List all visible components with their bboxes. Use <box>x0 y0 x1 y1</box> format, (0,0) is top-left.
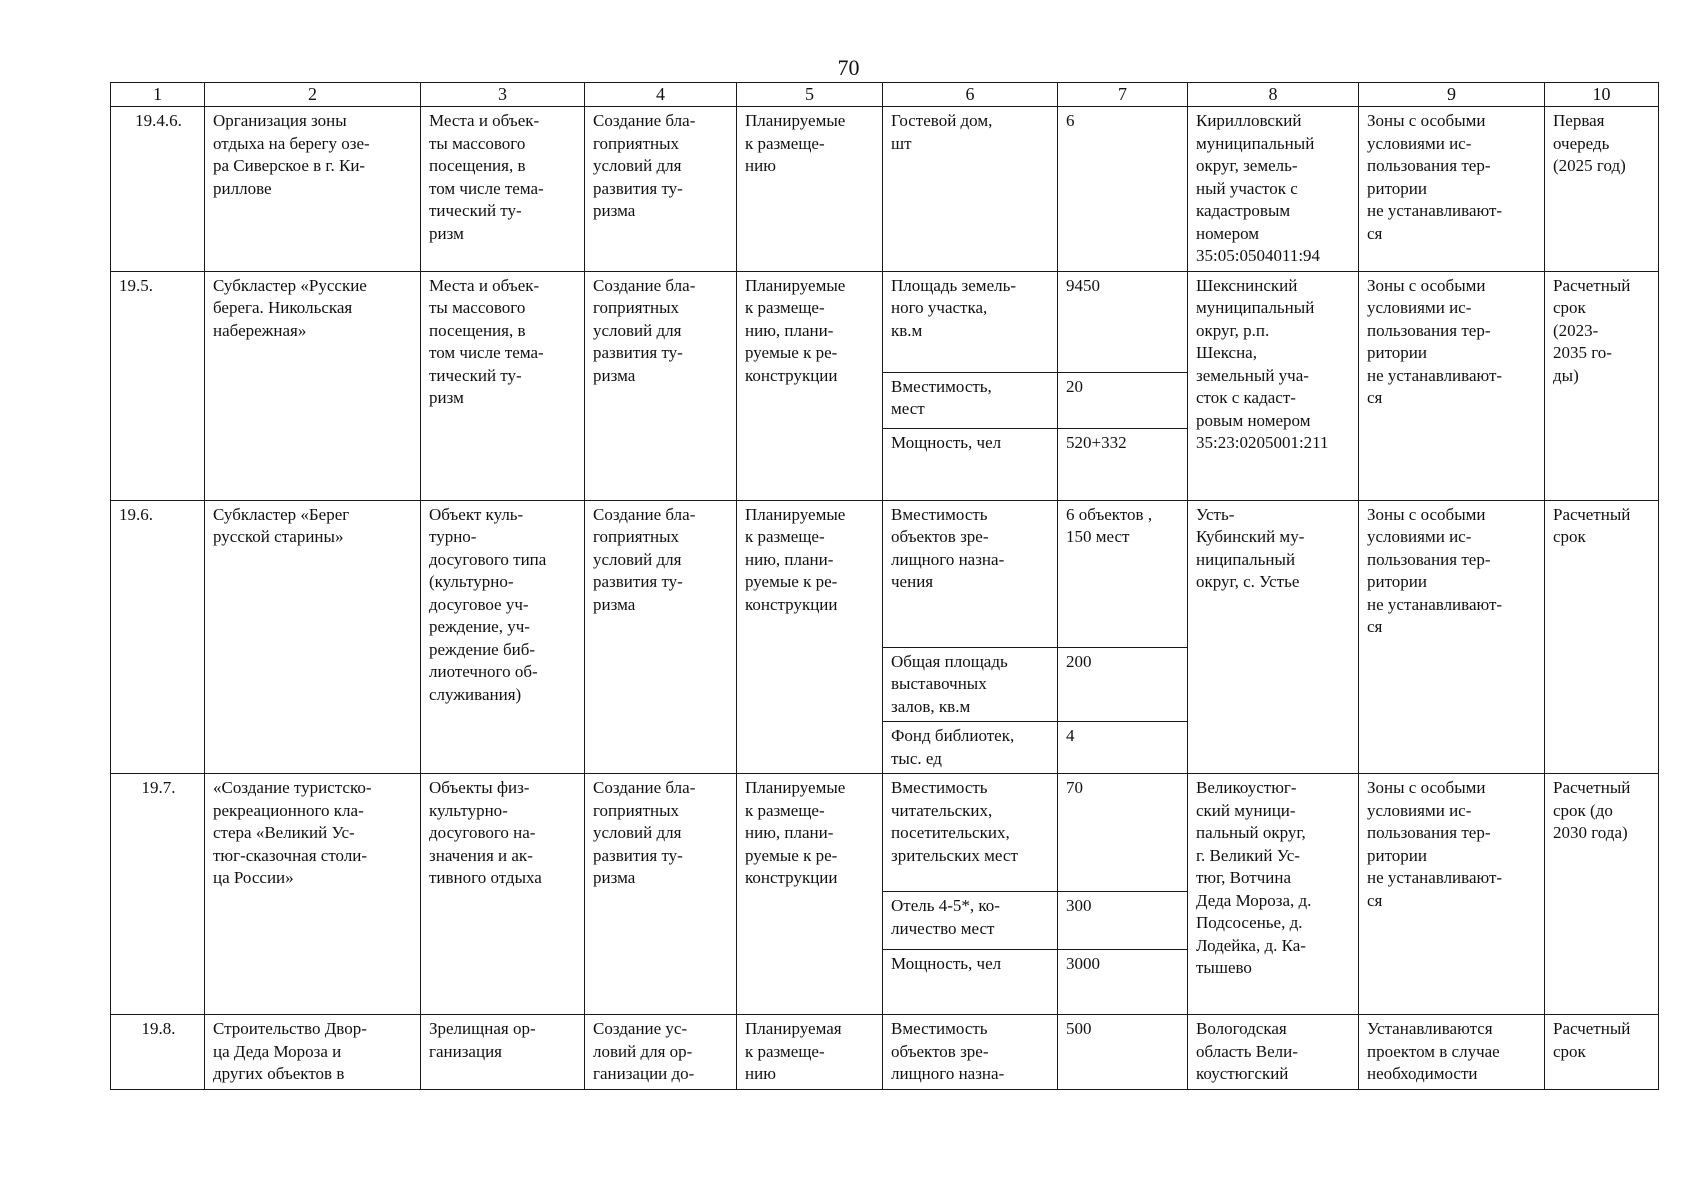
row-number: 19.7. <box>111 774 205 1015</box>
object-location: Усть- Кубинский му- ниципальный округ, с. Устье <box>1188 500 1359 774</box>
param-label: Фонд библиотек, тыс. ед <box>883 722 1058 774</box>
restriction-zones: Устанавливаются проектом в случае необходимости <box>1359 1015 1545 1090</box>
page-number: 70 <box>837 55 860 80</box>
param-label: Вместимость читательских, посетительских, зрительских мест <box>883 774 1058 892</box>
param-value: 20 <box>1058 372 1188 428</box>
column-number-row <box>111 83 1659 107</box>
object-status: Планируемые к размеще- нию, плани- руемые к ре- конструкции <box>737 500 883 774</box>
param-value: 200 <box>1058 647 1188 722</box>
param-label: Мощность, чел <box>883 428 1058 500</box>
column-number: 10 <box>1545 83 1659 107</box>
column-number: 7 <box>1058 83 1188 107</box>
object-location: Вологодская область Вели- коустюгский <box>1188 1015 1359 1090</box>
table-row <box>111 1015 1659 1090</box>
object-status: Планируемые к размеще- нию, плани- руемые к ре- конструкции <box>737 271 883 500</box>
param-value: 6 <box>1058 107 1188 272</box>
object-name: Организация зоны отдыха на берегу озе- ра Сиверское в г. Ки- риллове <box>205 107 421 272</box>
object-status: Планируемая к размеще- нию <box>737 1015 883 1090</box>
object-type: Зрелищная ор- ганизация <box>421 1015 585 1090</box>
object-status: Планируемые к размеще- нию <box>737 107 883 272</box>
param-label: Общая площадь выставочных залов, кв.м <box>883 647 1058 722</box>
object-purpose: Создание бла- гоприятных условий для развития ту- ризма <box>585 774 737 1015</box>
object-name: Субкластер «Берег русской старины» <box>205 500 421 774</box>
param-label: Вместимость объектов зре- лищного назна- чения <box>883 500 1058 647</box>
restriction-zones: Зоны с особыми условиями ис- пользования тер- ритории не устанавливают- ся <box>1359 107 1545 272</box>
row-number: 19.4.6. <box>111 107 205 272</box>
object-type: Места и объек- ты массового посещения, в том числе тема- тический ту- ризм <box>421 271 585 500</box>
param-value: 4 <box>1058 722 1188 774</box>
column-number: 4 <box>585 83 737 107</box>
implementation-term: Расчетный срок (2023- 2035 го- ды) <box>1545 271 1659 500</box>
object-type: Места и объек- ты массового посещения, в том числе тема- тический ту- ризм <box>421 107 585 272</box>
object-status: Планируемые к размеще- нию, плани- руемые к ре- конструкции <box>737 774 883 1015</box>
param-value: 300 <box>1058 892 1188 950</box>
param-value: 500 <box>1058 1015 1188 1090</box>
param-label: Вместимость, мест <box>883 372 1058 428</box>
objects-table <box>110 82 1659 1090</box>
column-number: 5 <box>737 83 883 107</box>
object-purpose: Создание бла- гоприятных условий для развития ту- ризма <box>585 271 737 500</box>
row-number: 19.8. <box>111 1015 205 1090</box>
param-value: 6 объектов , 150 мест <box>1058 500 1188 647</box>
restriction-zones: Зоны с особыми условиями ис- пользования тер- ритории не устанавливают- ся <box>1359 774 1545 1015</box>
column-number: 3 <box>421 83 585 107</box>
object-name: Субкластер «Русские берега. Никольская набережная» <box>205 271 421 500</box>
object-location: Шекснинский муниципальный округ, р.п. Шексна, земельный уча- сток с кадаст- ровым номером 35:23:0205001:211 <box>1188 271 1359 500</box>
param-label: Отель 4-5*, ко- личество мест <box>883 892 1058 950</box>
param-label: Вместимость объектов зре- лищного назна- <box>883 1015 1058 1090</box>
object-purpose: Создание бла- гоприятных условий для развития ту- ризма <box>585 107 737 272</box>
object-type: Объекты физ- культурно- досугового на- значения и ак- тивного отдыха <box>421 774 585 1015</box>
restriction-zones: Зоны с особыми условиями ис- пользования тер- ритории не устанавливают- ся <box>1359 500 1545 774</box>
param-value: 3000 <box>1058 950 1188 1015</box>
column-number: 6 <box>883 83 1058 107</box>
implementation-term: Первая очередь (2025 год) <box>1545 107 1659 272</box>
row-number: 19.5. <box>111 271 205 500</box>
param-label: Площадь земель- ного участка, кв.м <box>883 271 1058 372</box>
implementation-term: Расчетный срок <box>1545 500 1659 774</box>
param-label: Гостевой дом, шт <box>883 107 1058 272</box>
implementation-term: Расчетный срок <box>1545 1015 1659 1090</box>
param-value: 520+332 <box>1058 428 1188 500</box>
param-label: Мощность, чел <box>883 950 1058 1015</box>
table-row <box>111 500 1659 647</box>
object-name: «Создание туристско- рекреационного кла- стера «Великий Ус- тюг-сказочная столи- ца России» <box>205 774 421 1015</box>
object-location: Кирилловский муниципальный округ, земель- ный участок с кадастровым номером 35:05:0504011:94 <box>1188 107 1359 272</box>
column-number: 2 <box>205 83 421 107</box>
restriction-zones: Зоны с особыми условиями ис- пользования тер- ритории не устанавливают- ся <box>1359 271 1545 500</box>
implementation-term: Расчетный срок (до 2030 года) <box>1545 774 1659 1015</box>
param-value: 9450 <box>1058 271 1188 372</box>
object-purpose: Создание бла- гоприятных условий для развития ту- ризма <box>585 500 737 774</box>
table-row <box>111 107 1659 272</box>
object-type: Объект куль- турно- досугового типа (культурно- досуговое уч- реждение, уч- реждение биб- лиотечного об- служивания) <box>421 500 585 774</box>
param-value: 70 <box>1058 774 1188 892</box>
row-number: 19.6. <box>111 500 205 774</box>
column-number: 8 <box>1188 83 1359 107</box>
column-number: 9 <box>1359 83 1545 107</box>
object-name: Строительство Двор- ца Деда Мороза и других объектов в <box>205 1015 421 1090</box>
table-row <box>111 774 1659 892</box>
object-location: Великоустюг- ский муници- пальный округ, г. Великий Ус- тюг, Вотчина Деда Мороза, д. Подсосенье, д. Лодейка, д. Ка- тышево <box>1188 774 1359 1015</box>
object-purpose: Создание ус- ловий для ор- ганизации до- <box>585 1015 737 1090</box>
column-number: 1 <box>111 83 205 107</box>
table-row <box>111 271 1659 372</box>
